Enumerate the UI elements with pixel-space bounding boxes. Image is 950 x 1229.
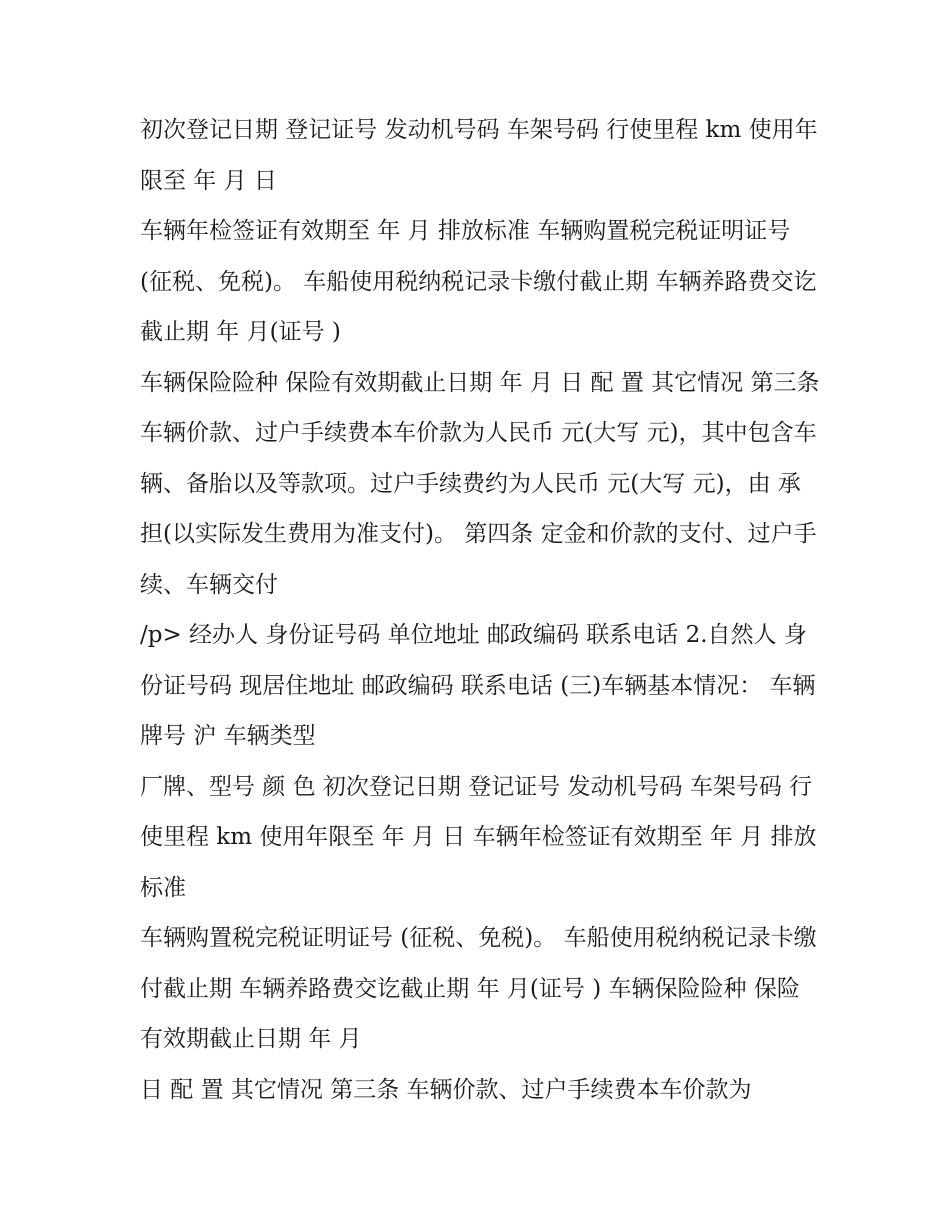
paragraph-tax-insurance: 车辆购置税完税证明证号 (征税、免税)。 车船使用税纳税记录卡缴付截止期 车辆养路费交讫截止期 年 月(证号 ) 车辆保险险种 保险有效期截止日期 年 月 — [140, 925, 817, 1052]
paragraph-vehicle-details: 厂牌、型号 颜 色 初次登记日期 登记证号 发动机号码 车架号码 行使里程 km 使用年限至 年 月 日 车辆年检签证有效期至 年 月 排放标准 — [140, 773, 817, 901]
document-body — [140, 105, 820, 1115]
paragraph-inspection-tax: 车辆年检签证有效期至 年 月 排放标准 车辆购置税完税证明证号 (征税、免税)。 车船使用税纳税记录卡缴付截止期 车辆养路费交讫截止期 年 月(证号 ) — [140, 218, 817, 345]
paragraph-vehicle-registration: 初次登记日期 登记证号 发动机号码 车架号码 行使里程 km 使用年限至 年 月 日 — [140, 117, 818, 194]
paragraph-configuration-price: 日 配 置 其它情况 第三条 车辆价款、过户手续费本车价款为 — [140, 1076, 752, 1103]
paragraph-insurance-price: 车辆保险险种 保险有效期截止日期 年 月 日 配 置 其它情况 第三条 车辆价款、过户手续费本车价款为人民币 元(大写 元)，其中包含车辆、备胎以及等款项。过户手续费约为人民币 元(大写 元)，由 承担(以实际发生费用为准支付)。 第四条 定金和价款的支付、过户手续、车辆交付 — [140, 369, 820, 598]
paragraph-agent-identity: /p> 经办人 身份证号码 单位地址 邮政编码 联系电话 2.自然人 身份证号码 现居住地址 邮政编码 联系电话 (三)车辆基本情况： 车辆牌号 沪 车辆类型 — [140, 622, 816, 749]
